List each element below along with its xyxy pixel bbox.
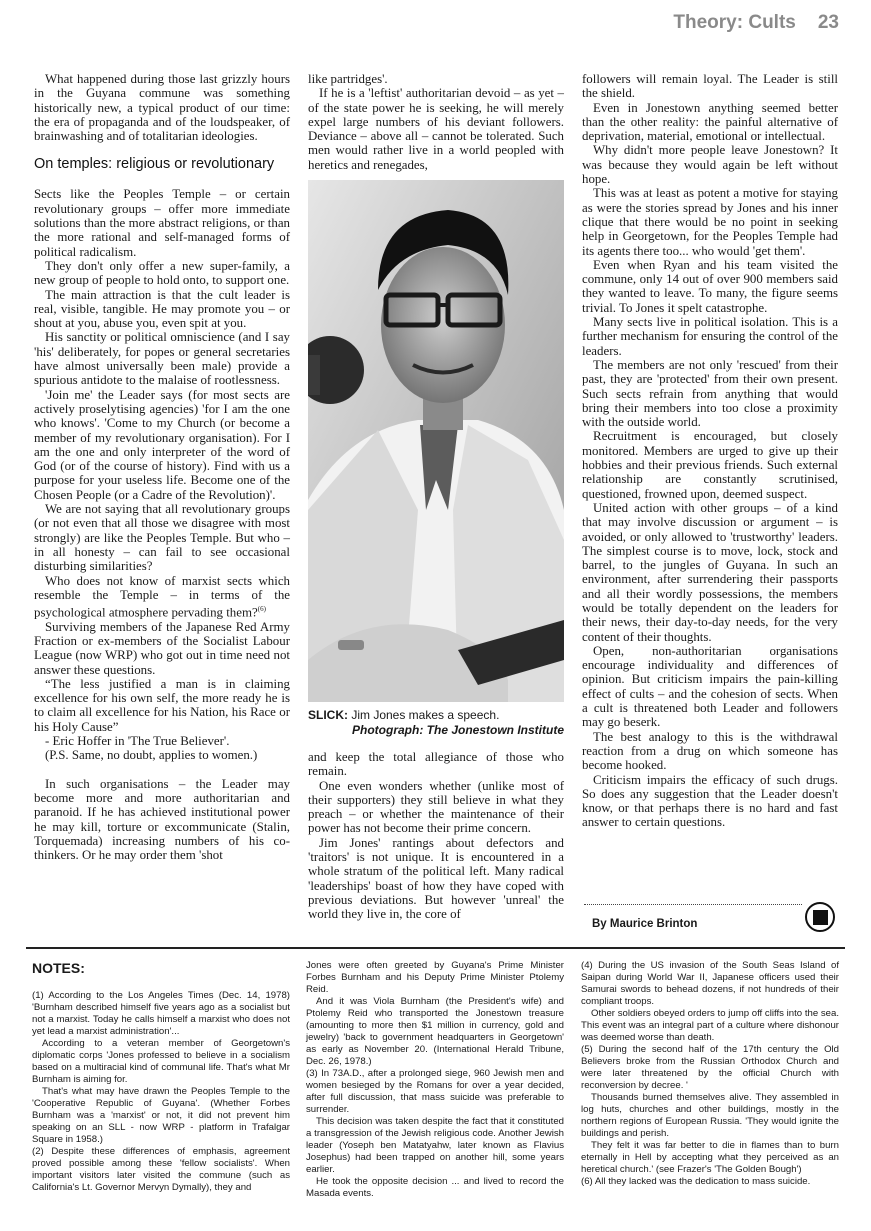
photo-caption <box>308 708 564 738</box>
paragraph: followers will remain loyal. The Leader is still the shield. <box>582 72 838 101</box>
note: According to a veteran member of Georgetown's diplomatic corps 'Jones professed to believe in a socialism based on a multiracial kind of communal life. That's what Mr Burnham is aiming for. <box>32 1038 290 1085</box>
page-number: 23 <box>817 12 839 33</box>
paragraph: Even in Jonestown anything seemed better than the other reality: the painful alternative of deprivation, material, emotional or intellectual. <box>582 100 838 144</box>
paragraph: His sanctity or political omniscience (and I say 'his' deliberately, for popes or general secretaries have almost universally been male) provide a spurious antidote to the malaise of rootlessness. <box>34 330 290 388</box>
note: (2) Despite these differences of emphasis, agreement proved possible among these 'fellow socialists'. When important visitors later visited the commune (such as California's Lt. Governor Mervyn Dymally), they and <box>32 1146 290 1193</box>
paragraph: This was at least as potent a motive for staying as were the stories spread by Jones and his inner clique that there would be no point in seeking help in Georgetown, for the Peoples Temple had its agents there too... who would 'get them'. <box>582 186 838 258</box>
paragraph <box>34 574 290 620</box>
paragraph: (P.S. Same, no doubt, applies to women.) <box>45 748 258 763</box>
note: He took the opposite decision ... and lived to record the Masada events. <box>306 1176 564 1199</box>
note: (5) During the second half of the 17th century the Old Believers broke from the Russian Orthodox Church and were later threatened by the official Church with reconversion by decree. ' <box>581 1044 839 1091</box>
paragraph: One even wonders whether (unlike most of their supporters) they still believe in what they preach – or whether the maintenance of their power has not become their prime concern. <box>308 778 564 836</box>
photo-credit: Photograph: The Jonestown Institute <box>352 723 564 737</box>
paragraph: If he is a 'leftist' authoritarian devoid – as yet – of the state power he is seeking, he will merely expel large numbers of his deviant followers. Deviance – above all – cannot be tolerated. Such men would rather live in a world peopled with heretics and renegades, <box>308 86 564 172</box>
paragraph: like partridges'. <box>308 72 388 86</box>
paragraph: The main attraction is that the cult leader is real, visible, tangible. He may promote you – or shout at you, abuse you, even spit at you. <box>34 287 290 331</box>
note: Other soldiers obeyed orders to jump off cliffs into the sea. This event was an integral part of a culture where dishonour was deemed worse than death. <box>581 1008 839 1043</box>
note: This decision was taken despite the fact that it constituted a transgression of the Jewish religious code. Another Jewish leader (Yoseph ben Matatyahw, later known as Flavius Josephus) had been trapped on another hill, some years earlier. <box>306 1116 564 1175</box>
running-header <box>673 12 839 34</box>
paragraph-text: Who does not know of marxist sects which resemble the Temple – in terms of the psychological atmosphere pervading them? <box>34 573 290 620</box>
note: Thousands burned themselves alive. They assembled in log huts, churches and other buildings, mostly in the northern regions of European Russia. 'They would ignite the buildings and perish. <box>581 1092 839 1139</box>
note: (4) During the US invasion of the South Seas Island of Saipan during World War II, Japanese officers used their Samurai swords to behead dozens, if not hundreds of their compliant troops. <box>581 960 839 1007</box>
note: That's what may have drawn the Peoples Temple to the 'Cooperative Republic of Guyana'. (Whether Forbes Burnham was a 'marxist' or not, it did not prevent him speaking on an SLL - now WRP - platform in Trafalgar Square in 1958.) <box>32 1086 290 1145</box>
paragraph: Surviving members of the Japanese Red Army Fraction or ex-members of the Socialist Labour League (now WRP) who got out in time need not answer these questions. <box>34 619 290 677</box>
note: And it was Viola Burnham (the President's wife) and Ptolemy Reid who transported the Jonestown treasure (amounting to more then $1 million in currency, gold and jewelry) 'back to government headquarters in Georgetown' as early as November 20. (International Herald Tribune, Dec. 26, 1978.) <box>306 996 564 1067</box>
byline-divider <box>584 904 802 905</box>
paragraph: The best analogy to this is the withdrawal reaction from a drug on which someone has become hooked. <box>582 729 838 773</box>
paragraph: Recruitment is encouraged, but closely monitored. Members are urged to give up their hobbies and their previous friends. Such external relationship are constantly scrutinised, questioned, frowned upon, deemed suspect. <box>582 429 838 501</box>
paragraph: 'Join me' the Leader says (for most sects are actively proselytising agencies) 'for I am the one who knows'. 'Come to my Church (or become a member of my revolutionary organisation). For I am the one and only interpreter of the word of God (or of the course of history). Find with us a purpose for your useless life. Become one of the Chosen People (or a Cadre of the Revolution)'. <box>34 387 290 502</box>
paragraph: They don't only offer a new super-family, a new group of people to hold onto, to support one. <box>34 258 290 288</box>
caption-text: Jim Jones makes a speech. <box>348 708 500 722</box>
notes-title: NOTES: <box>32 960 85 976</box>
paragraph: Sects like the Peoples Temple – or certain revolutionary groups – offer more immediate solutions than the more abstract religions, or than the more rational and self-managed forms of political radicalism. <box>34 187 290 259</box>
end-mark-square <box>813 910 828 925</box>
caption-lead: SLICK: <box>308 708 348 722</box>
paragraph: United action with other groups – of a kind that may involve discussion or argument – is avoided, or only allowed to 'trustworthy' leaders. The simplest course is to move, lock, stock and barrel, to the jungles of Guyana. In such an environment, after surrendering their passports and all their wordly possessions, the members would be totally dependent on the leaders for their news, their day-to-day needs, for the very content of their thoughts. <box>582 500 838 644</box>
paragraph: Jim Jones' rantings about defectors and 'traitors' is not unique. It is encountered in a whole stratum of the political left. Many radical 'leaderships' boast of how they have coped with previous deviations. But however 'unreal' the world they live in, the core of <box>308 835 564 922</box>
end-mark-icon <box>805 902 835 932</box>
paragraph: In such organisations – the Leader may become more and more authoritarian and paranoid. If he has achieved institutional power he may kill, torture or excommunicate (Stalin, Torquemada) increasing numbers of his co-thinkers. Or he may order them 'shot <box>34 776 290 863</box>
section-heading: On temples: religious or revolutionary <box>34 156 275 173</box>
notes-column-1 <box>32 990 290 1194</box>
note: Jones were often greeted by Guyana's Prime Minister Forbes Burnham and his Deputy Prime Minister Ptolemy Reid. <box>306 960 564 995</box>
note: (1) According to the Los Angeles Times (Dec. 14, 1978) 'Burnham described himself five years ago as a socialist but not a marxist. Today he calls himself a marxist who does not yet lead a marxist administration'... <box>32 990 290 1037</box>
quote: “The less justified a man is in claiming excellence for his own self, the more ready he is to claim all excellence for his Nation, his Race or his Holy Cause” <box>34 676 290 734</box>
paragraph: We are not saying that all revolutionary groups (or not even that all those we disagree with most strongly) are like the Peoples Temple. But who – in all honesty – can fail to see occasional disturbing similarities? <box>34 502 290 574</box>
author-byline: By Maurice Brinton <box>592 918 698 930</box>
paragraph: The members are not only 'rescued' from their past, they are 'protected' from their own present. Such sects refrain from anything that would bring their members into too close a proximity with the outside world. <box>582 357 838 430</box>
notes-column-3 <box>581 960 839 1188</box>
photo-illustration <box>308 180 564 702</box>
note: They felt it was far better to die in flames than to burn eternally in Hell by accepting what they perceived as an heretical church.' (see Frazer's 'The Golden Bough') <box>581 1140 839 1175</box>
article-column-3 <box>582 72 838 830</box>
paragraph: and keep the total allegiance of those who remain. <box>308 750 564 779</box>
article-column-2-top <box>308 72 564 172</box>
paragraph: Why didn't more people leave Jonestown? It was because they would again be left without hope. <box>582 143 838 187</box>
note: (3) In 73A.D., after a prolonged siege, 960 Jewish men and women besieged by the Romans for over a year decided, after full discussion, that mass suicide was preferable to surrender. <box>306 1068 564 1115</box>
notes-divider <box>26 947 845 949</box>
note: (6) All they lacked was the dedication to mass suicide. <box>581 1176 811 1187</box>
jim-jones-photo <box>308 180 564 702</box>
quote-attribution: - Eric Hoffer in 'The True Believer'. <box>45 734 230 749</box>
note-reference: (6) <box>257 605 266 614</box>
paragraph: Open, non-authoritarian organisations encourage individuality and differences of opinion. But criticism impairs the pain-killing effect of cults – and the cohesion of sects. When a cult is threatened both Leader and followers may go beserk. <box>582 643 838 730</box>
paragraph: Criticism impairs the efficacy of such drugs. So does any suggestion that the Leader doesn't know, or that perhaps there is no hard and fast answer to certain questions. <box>582 772 838 830</box>
section-title: Theory: Cults <box>673 12 796 33</box>
paragraph: Many sects live in political isolation. This is a further mechanism for ensuring the control of the leaders. <box>582 315 838 358</box>
article-column-2-bottom <box>308 750 564 922</box>
notes-column-2 <box>306 960 564 1200</box>
paragraph: Even when Ryan and his team visited the commune, only 14 out of over 900 members said they wanted to leave. To many, the figure seems trivial. To Jones it spelt catastrophe. <box>582 257 838 315</box>
paragraph: What happened during those last grizzly hours in the Guyana commune was something historically new, a typical product of our time: the era of propaganda and of the loudspeaker, of brainwashing and of totalitarian ideologies. <box>34 72 290 144</box>
article-column-1 <box>34 72 290 862</box>
